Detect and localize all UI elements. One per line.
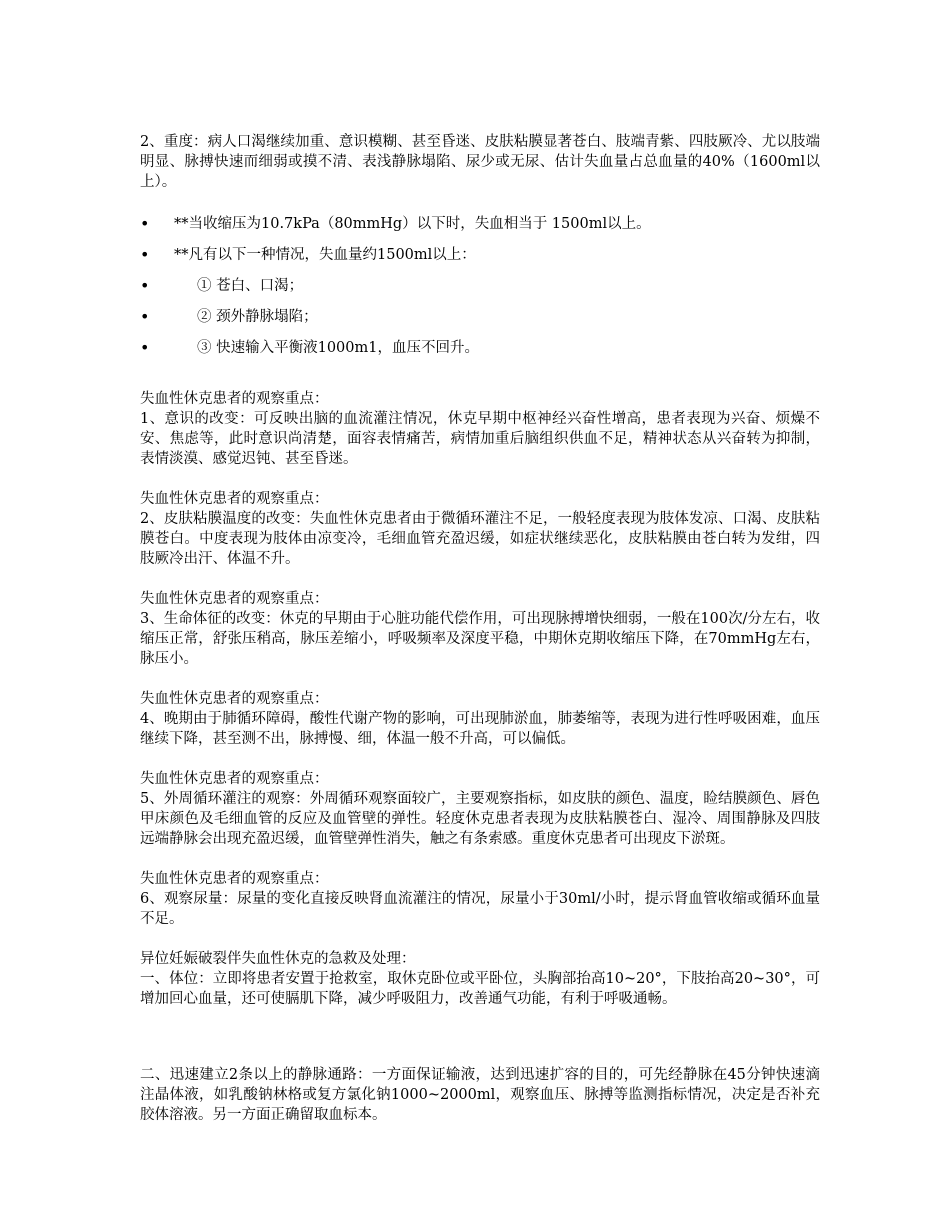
- observation-paragraph: 1、意识的改变：可反映出脑的血流灌注情况，休克早期中枢神经兴奋性增高，患者表现为兴奋、烦燥不安、焦虑等，此时意识尚清楚，面容表情痛苦，病情加重后脑组织供血不足，精神状态从兴奋转为抑制，表情淡漠、感觉迟钝、甚至昏迷。: [140, 411, 820, 467]
- observation-heading: 失血性休克患者的观察重点：: [140, 591, 329, 607]
- bullet-item: [140, 276, 820, 307]
- document-page: [140, 132, 820, 1125]
- bullet-item: [140, 245, 820, 276]
- bullet-dot-icon: •: [140, 276, 150, 295]
- observation-section: [140, 769, 820, 849]
- observation-section: [140, 489, 820, 569]
- bullet-item: [140, 338, 820, 369]
- bullet-text: **凡有以下一种情况，失血量约1500ml以上：: [174, 247, 476, 263]
- emergency-step-iv-access: 二、迅速建立2条以上的静脉通路：一方面保证输液，达到迅速扩容的目的，可先经静脉在45分钟快速滴注晶体液，如乳酸钠林格或复方氯化钠1000~2000ml，观察血压、脉搏等监测指标情况，决定是否补充胶体溶液。另一方面正确留取血标本。: [140, 1067, 820, 1123]
- bullet-dot-icon: •: [140, 245, 150, 264]
- bullet-item: [140, 307, 820, 338]
- observation-section: [140, 689, 820, 749]
- bullet-dot-icon: •: [140, 338, 150, 357]
- bullet-dot-icon: •: [140, 214, 150, 233]
- emergency-step-position: 一、体位：立即将患者安置于抢救室，取休克卧位或平卧位，头胸部抬高10~20°，下肢抬高20~30°，可增加回心血量，还可使膈肌下降，减少呼吸阻力，改善通气功能，有利于呼吸通畅。: [140, 971, 820, 1007]
- observation-heading: 失血性休克患者的观察重点：: [140, 391, 329, 407]
- observation-heading: 失血性休克患者的观察重点：: [140, 691, 329, 707]
- emergency-section: [140, 949, 820, 1009]
- emergency-heading: 异位妊娠破裂伴失血性休克的急救及处理：: [140, 951, 416, 967]
- observation-heading: 失血性休克患者的观察重点：: [140, 871, 329, 887]
- bullet-dot-icon: •: [140, 307, 150, 326]
- bullet-text: ② 颈外静脉塌陷；: [197, 309, 318, 325]
- observation-section: [140, 389, 820, 469]
- observation-paragraph: 4、晚期由于肺循环障碍，酸性代谢产物的影响，可出现肺淤血，肺萎缩等，表现为进行性呼吸困难，血压继续下降，甚至测不出，脉搏慢、细，体温一般不升高，可以偏低。: [140, 711, 820, 747]
- bullet-item: [140, 214, 820, 245]
- observation-section: [140, 869, 820, 929]
- bullet-text: ① 苍白、口渴；: [197, 278, 304, 294]
- observation-heading: 失血性休克患者的观察重点：: [140, 771, 329, 787]
- observation-heading: 失血性休克患者的观察重点：: [140, 491, 329, 507]
- bullet-list: [140, 214, 820, 369]
- severe-paragraph: 2、重度：病人口渴继续加重、意识模糊、甚至昏迷、皮肤粘膜显著苍白、肢端青紫、四肢厥冷、尤以肢端明显、脉搏快速而细弱或摸不清、表浅静脉塌陷、尿少或无尿、估计失血量占总血量的40%（1600ml以上）。: [140, 134, 820, 190]
- observation-paragraph: 3、生命体征的改变：休克的早期由于心脏功能代偿作用，可出现脉搏增快细弱，一般在100次/分左右，收缩压正常，舒张压稍高，脉压差缩小，呼吸频率及深度平稳，中期休克期收缩压下降，在70mmHg左右，脉压小。: [140, 611, 820, 667]
- bullet-text: **当收缩压为10.7kPa（80mmHg）以下时，失血相当于 1500ml以上。: [174, 216, 651, 232]
- bullet-text: ③ 快速输入平衡液1000m1，血压不回升。: [197, 340, 479, 356]
- observation-paragraph: 2、皮肤粘膜温度的改变：失血性休克患者由于微循环灌注不足，一般轻度表现为肢体发凉、口渴、皮肤粘膜苍白。中度表现为肢体由凉变冷，毛细血管充盈迟缓，如症状继续恶化，皮肤粘膜由苍白转为发绀，四肢厥冷出汗、体温不升。: [140, 511, 820, 567]
- observation-paragraph: 5、外周循环灌注的观察：外周循环观察面较广，主要观察指标，如皮肤的颜色、温度，睑结膜颜色、唇色甲床颜色及毛细血管的反应及血管壁的弹性。轻度休克患者表现为皮肤粘膜苍白、湿冷、周围静脉及四肢远端静脉会出现充盈迟缓，血管壁弹性消失，触之有条索感。重度休克患者可出现皮下淤斑。: [140, 791, 820, 847]
- observation-section: [140, 589, 820, 669]
- observation-paragraph: 6、观察尿量：尿量的变化直接反映肾血流灌注的情况，尿量小于30ml/小时，提示肾血管收缩或循环血量不足。: [140, 891, 820, 927]
- spacer: [140, 1009, 820, 1065]
